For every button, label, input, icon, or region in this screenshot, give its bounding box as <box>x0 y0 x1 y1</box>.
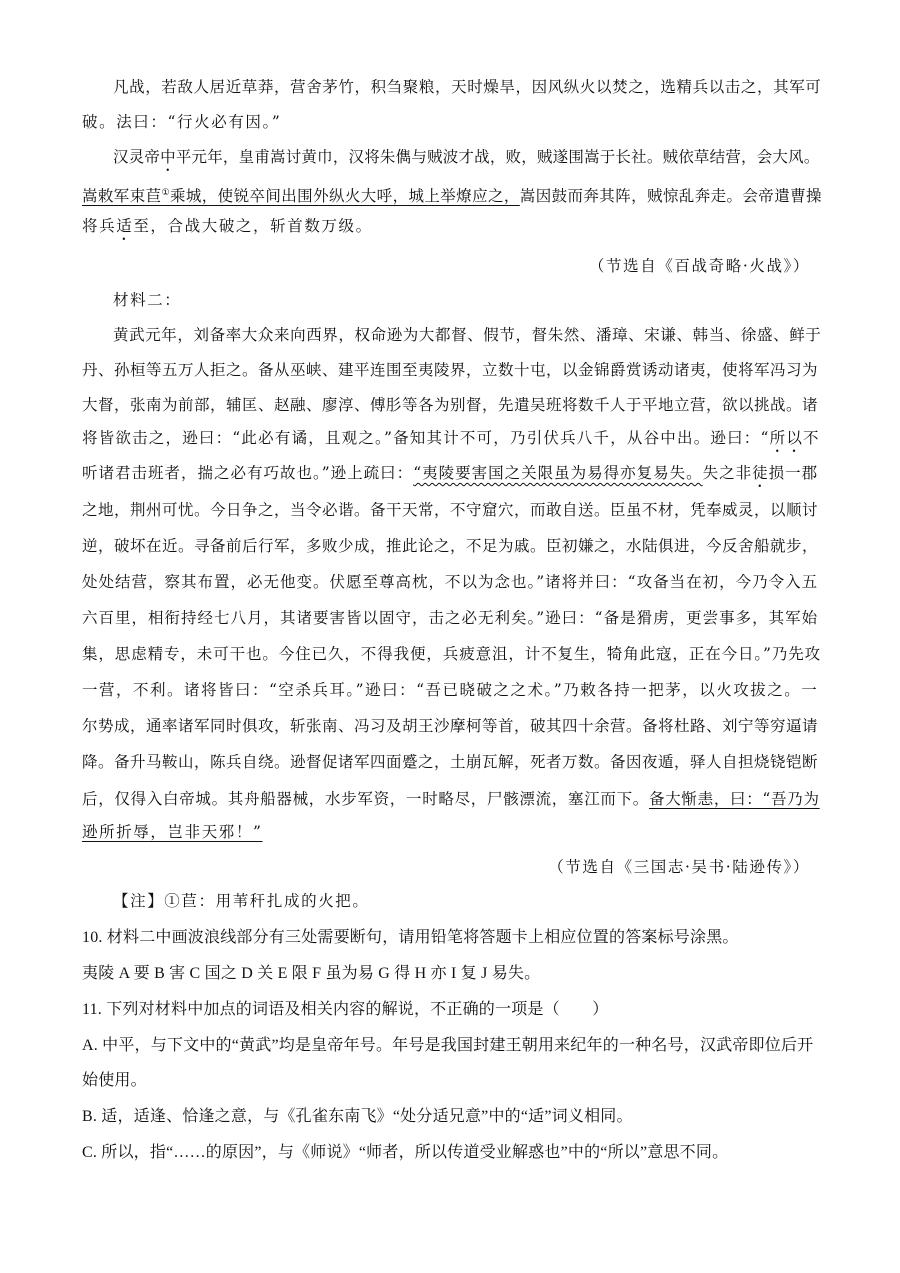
underlined-sentence: 逊所折辱，岂非天邪！” <box>82 823 263 841</box>
material2-line <box>82 428 820 456</box>
material1-line <box>113 147 820 175</box>
material2-line: 处处结营，察其布置，必无他变。伏愿至尊高枕，不以为念也。”诸将并曰：“攻备当在初，今乃令入五 <box>82 573 819 591</box>
question-11-stem: 11. 下列对材料中加点的词语及相关内容的解说，不正确的一项是（ ） <box>82 1001 609 1018</box>
question-11-option-c: C. 所以，指“……的原因”，与《师说》“师者，所以传道受业解惑也”中的“所以”意思不同。 <box>82 1144 729 1161</box>
text-run: 汉灵帝 <box>113 148 161 166</box>
text-run: 将兵 <box>82 217 117 235</box>
question-11-option-a-cont: 始使用。 <box>82 1072 147 1089</box>
footnote-marker: ① <box>161 188 170 198</box>
dotted-word-shi: 适 <box>116 217 134 235</box>
material-heading: 材料二： <box>113 291 182 309</box>
material2-line <box>82 463 818 491</box>
material2-line: 之地，荆州可忧。今日争之，当令必谐。备干天常，不守窟穴，而敢自送。臣虽不材，凭奉威灵，以顺讨 <box>82 501 819 519</box>
material2-line: 六百里，相衔持经七八月，其诸要害皆以固守，击之必无利矣。”逊曰：“备是猾虏，更尝事多，其军始 <box>82 609 819 627</box>
text-run: 将皆欲击之，逊曰：“此必有谲，且观之。”备知其计不可，乃引伏兵八千，从谷中出。逊曰：“ <box>82 429 770 447</box>
underlined-sentence: 备大惭恚，曰：“吾乃为 <box>649 790 820 808</box>
material2-line: 集，思虑精专，未可干也。今住已久，不得我便，兵疲意沮，计不复生，犄角此寇，正在今日。”乃先攻 <box>82 645 822 663</box>
source-citation: （节选自《百战奇略·火战》） <box>588 257 810 275</box>
text-run: 至，合战大破之，斩首数万级。 <box>133 217 373 235</box>
wavy-underlined-sentence: “夷陵要害国之关限虽为易得亦复易失。 <box>413 464 703 482</box>
material2-line: 逆，破坏在近。寻备前后行军，多败少成，推此论之，不足为戚。臣初嫌之，水陆俱进，今反舍船就步， <box>82 537 819 555</box>
material1-line: 破。法曰：“行火必有因。” <box>82 113 282 131</box>
dotted-word-zhong: 中 <box>160 148 176 166</box>
text-run: 损一郡 <box>768 464 819 482</box>
question-10: 10. 材料二中画波浪线部分有三处需要断句，请用铅笔将答题卡上相应位置的答案标号涂黑。 <box>82 929 739 946</box>
question-11-option-a: A. 中平，与下文中的“黄武”均是皇帝年号。年号是我国封建王朝用来纪年的一种名号，汉武帝即位后开 <box>82 1037 814 1054</box>
dotted-word-tu: 徒 <box>752 464 769 482</box>
material1-line <box>82 216 373 244</box>
question-10-options: 夷陵 A 要 B 害 C 国之 D 关 E 限 F 虽为易 G 得 H 亦 I 复 J 易失。 <box>82 965 541 982</box>
material2-line: 一营，不利。诸将皆曰：“空杀兵耳。”逊曰：“吾已晓破之之术。”乃敕各持一把茅，以火攻拔之。一 <box>82 681 819 699</box>
material2-line: 降。备升马鞍山，陈兵自绕。逊督促诸军四面蹙之，土崩瓦解，死者万数。备因夜遁，驿人自担烧铙铠断 <box>82 753 819 771</box>
material1-line: 凡战，若敌人居近草莽，营舍茅竹，积刍聚粮，天时燥旱，因风纵火以焚之，选精兵以击之，其军可 <box>113 78 822 96</box>
text-run: 嵩敕军束苣 <box>82 187 162 206</box>
material2-line: 尔势成，通率诸军同时俱攻，斩张南、冯习及胡王沙摩柯等首，破其四十余营。备将杜路、刘宁等穷逼请 <box>82 717 819 735</box>
text-run: 听诸君击班者，揣之必有巧故也。”逊上疏曰： <box>82 464 414 482</box>
material2-line: 大督，张南为前部，辅匡、赵融、廖淳、傅肜等各为别督，先遣吴班将数千人于平地立营，欲以挑战。诸 <box>82 396 819 414</box>
text-run: 嵩因鼓而奔其阵，贼惊乱奔走。会帝遣曹操 <box>519 187 822 206</box>
material1-line <box>82 183 822 206</box>
question-11-option-b: B. 适，适逢、恰逢之意，与《孔雀东南飞》“处分适兄意”中的“适”词义相同。 <box>82 1108 633 1125</box>
underlined-sentence <box>82 187 520 205</box>
text-run: 失之非 <box>702 464 753 482</box>
text-run: 后，仅得入白帝城。其舟船器械，水步军资，一时略尽，尸骸漂流，塞江而下。 <box>82 790 650 808</box>
text-run: 不 <box>803 429 820 447</box>
text-run: 乘城，使锐卒间出围外纵火大呼，城上举燎应之， <box>169 187 520 206</box>
material2-line: 丹、孙桓等五万人拒之。备从巫峡、建平连围至夷陵界，立数十屯，以金锦爵赏诱动诸夷，使将军冯习为 <box>82 361 819 379</box>
dotted-word-suoyi: 所以 <box>769 429 804 447</box>
footnote: 【注】①苣：用苇秆扎成的火把。 <box>113 892 370 910</box>
text-run: 平元年，皇甫嵩讨黄巾，汉将朱儁与贼波才战，败，贼遂围嵩于长社。贼依草结营，会大风。 <box>175 148 820 166</box>
material2-line <box>82 789 820 809</box>
source-citation: （节选自《三国志·吴书·陆逊传》） <box>548 858 810 876</box>
material2-line <box>82 822 263 842</box>
material2-line: 黄武元年，刘备率大众来向西界，权命逊为大都督、假节，督朱然、潘璋、宋谦、韩当、徐盛、鲜于 <box>113 326 822 344</box>
